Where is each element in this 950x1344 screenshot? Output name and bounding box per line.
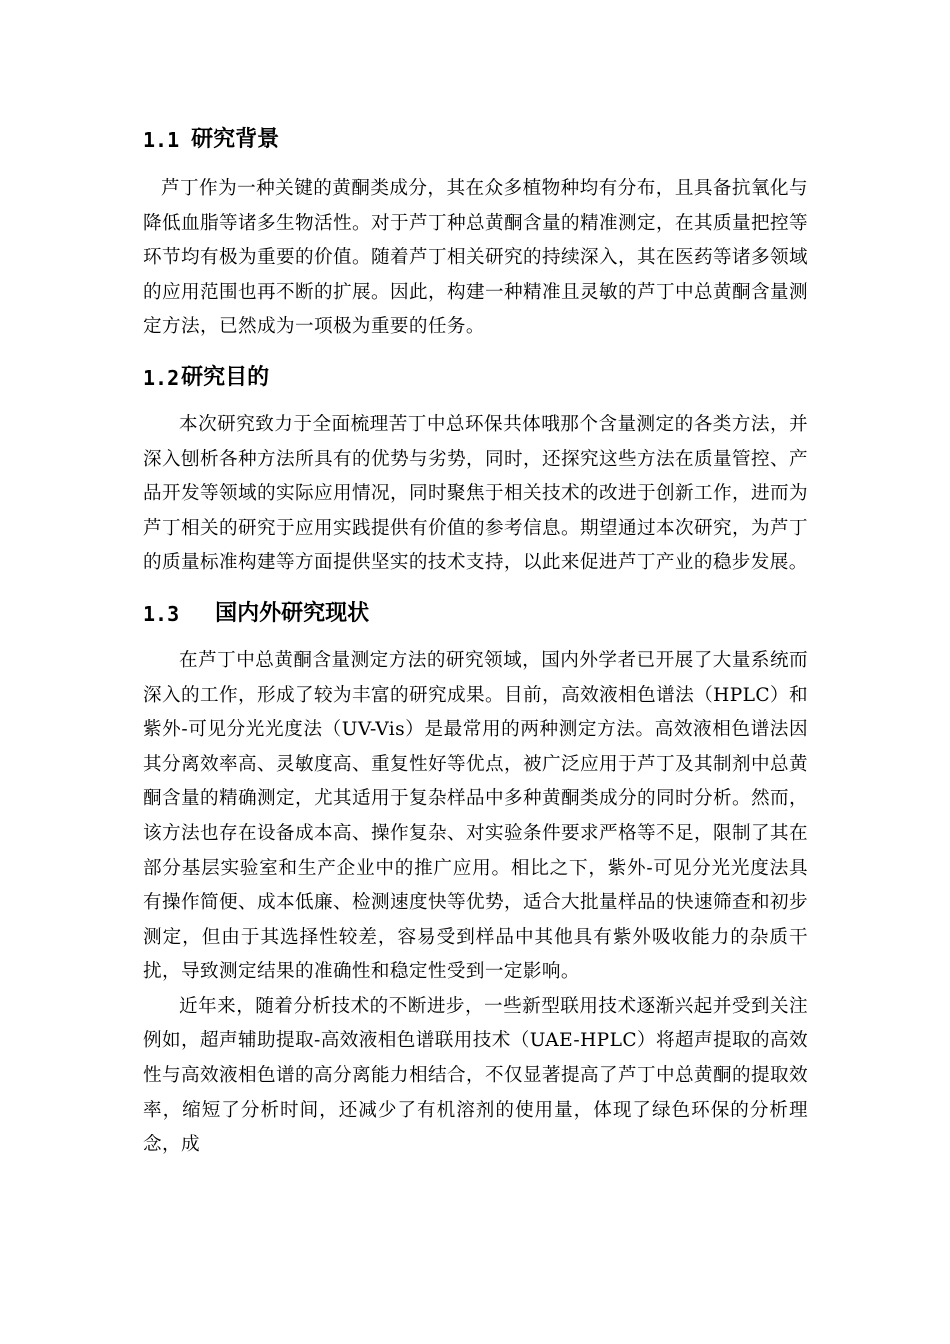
section-title: 研究背景 <box>191 127 280 152</box>
paragraph-purpose: 本次研究致力于全面梳理苦丁中总环保共体哦那个含量测定的各类方法，并深入刨析各种方法所具有的优势与劣势，同时，还探究这些方法在质量管控、产品开发等领域的实际应用情况，同时聚焦于相关技术的改进于创新工作，进而为芦丁相关的研究于应用实践提供有价值的参考信息。期望通过本次研究，为芦丁的质量标准构建等方面提供坚实的技术支持，以此来促进芦丁产业的稳步发展。 <box>143 413 808 574</box>
section-heading-1-1 <box>143 122 808 158</box>
document-body <box>143 122 808 1163</box>
section-number: 1.2 <box>143 365 180 390</box>
section-heading-1-2 <box>143 360 808 396</box>
section-title: 研究目的 <box>181 364 270 390</box>
section-heading-1-3 <box>143 596 808 632</box>
section-number: 1.1 <box>143 128 180 152</box>
section-title: 国内外研究现状 <box>215 600 370 626</box>
paragraph-status-2: 近年来，随着分析技术的不断进步，一些新型联用技术逐渐兴起并受到关注例如，超声辅助提取-高效液相色谱联用技术（UAE-HPLC）将超声提取的高效性与高效液相色谱的高分离能力相结合，不仅显著提高了芦丁中总黄酮的提取效率，缩短了分析时间，还减少了有机溶剂的使用量，体现了绿色环保的分析理念，成 <box>143 995 808 1156</box>
paragraph-background: 芦丁作为一种关键的黄酮类成分，其在众多植物种均有分布，且具备抗氧化与降低血脂等诸多生物活性。对于芦丁种总黄酮含量的精准测定，在其质量把控等环节均有极为重要的价值。随着芦丁相关研究的持续深入，其在医药等诸多领域的应用范围也再不断的扩展。因此，构建一种精准且灵敏的芦丁中总黄酮含量测定方法，已然成为一项极为重要的任务。 <box>143 178 808 338</box>
paragraph-status-1: 在芦丁中总黄酮含量测定方法的研究领域，国内外学者已开展了大量系统而深入的工作，形成了较为丰富的研究成果。目前，高效液相色谱法（HPLC）和紫外-可见分光光度法（UV-Vis）是最常用的两种测定方法。高效液相色谱法因其分离效率高、灵敏度高、重复性好等优点，被广泛应用于芦丁及其制剂中总黄酮含量的精确测定，尤其适用于复杂样品中多种黄酮类成分的同时分析。然而，该方法也存在设备成本高、操作复杂、对实验条件要求严格等不足，限制了其在部分基层实验室和生产企业中的推广应用。相比之下，紫外-可见分光光度法具有操作简便、成本低廉、检测速度快等优势，适合大批量样品的快速筛查和初步测定，但由于其选择性较差，容易受到样品中其他具有紫外吸收能力的杂质干扰，导致测定结果的准确性和稳定性受到一定影响。 <box>143 649 808 983</box>
section-number: 1.3 <box>143 601 180 626</box>
